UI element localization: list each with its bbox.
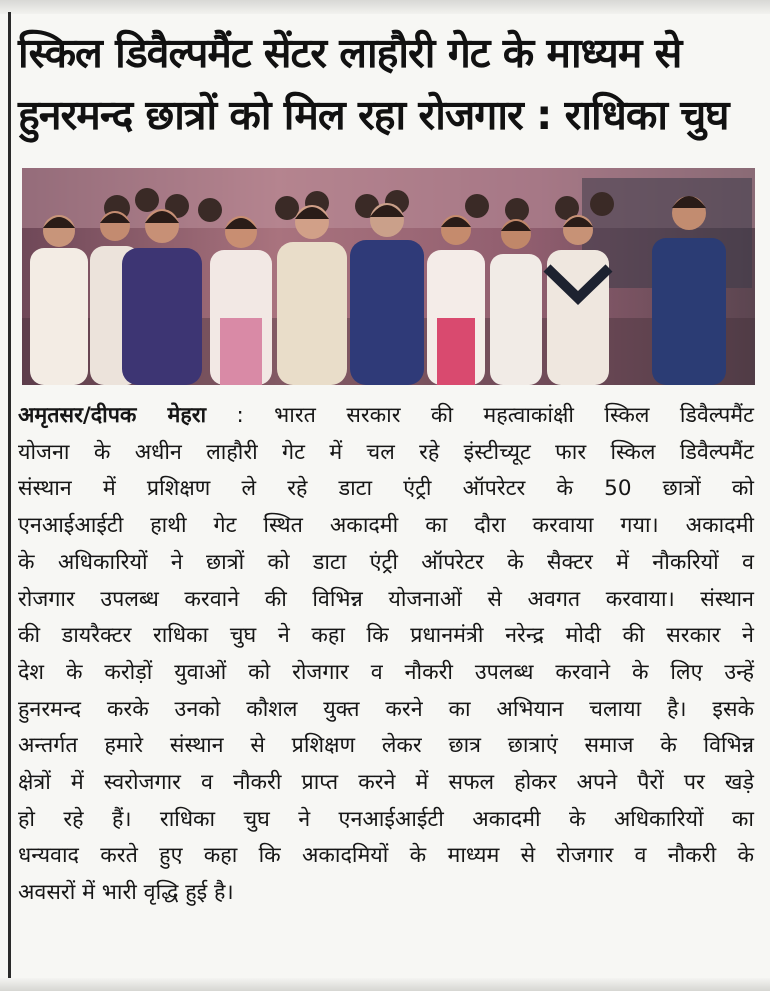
article-line: [18, 398, 754, 435]
article-line: अवसरों में भारी वृद्धि हुई है।: [18, 880, 234, 906]
article-body: [18, 398, 754, 912]
article-line: हो रहे हैं। राधिका चुघ ने एनआईआईटी अकादमी के अधिकारियों का: [18, 806, 754, 832]
torn-bottom-edge: [0, 978, 770, 991]
article-line: योजना के अधीन लाहौरी गेट में चल रहे इंस्टीच्यूट फार स्किल डिवैल्पमैंट: [18, 439, 754, 465]
article-line: एनआईआईटी हाथी गेट स्थित अकादमी का दौरा करवाया गया। अकादमी: [18, 513, 754, 539]
headline-line-1: स्किल डिवैल्पमैंट सेंटर लाहौरी गेट के माध्यम से: [18, 29, 682, 77]
headline-line-2: हुनरमन्द छात्रों को मिल रहा रोजगार : राधिका चुघ: [18, 91, 729, 139]
article-line: हुनरमन्द करके उनको कौशल युक्त करने का अभियान चलाया है। इसके: [18, 696, 754, 722]
article-line: अन्तर्गत हमारे संस्थान से प्रशिक्षण लेकर छात्र छात्राएं समाज के विभिन्न: [18, 733, 754, 759]
article-line: देश के करोड़ों युवाओं को रोजगार व नौकरी उपलब्ध करवाने के लिए उन्हें: [18, 659, 754, 685]
article-line: धन्यवाद करते हुए कहा कि अकादमियों के माध्यम से रोजगार व नौकरी के: [18, 843, 754, 869]
article-line: क्षेत्रों में स्वरोजगार व नौकरी प्राप्त करने में सफल होकर अपने पैरों पर खड़े: [18, 770, 754, 796]
group-photo: [22, 168, 755, 385]
article-line: की डायरैक्टर राधिका चुघ ने कहा कि प्रधानमंत्री नरेन्द्र मोदी की सरकार ने: [18, 623, 754, 649]
group-photo-illustration: [22, 168, 755, 385]
article-line: रोजगार उपलब्ध करवाने की विभिन्न योजनाओं से अवगत करवाया। संस्थान: [18, 586, 754, 612]
byline: अमृतसर/दीपक मेहरा: [18, 403, 207, 428]
torn-top-edge: [0, 0, 770, 14]
article-text: : भारत सरकार की महत्वाकांक्षी स्किल डिवैल्पमैंट: [206, 403, 754, 428]
article-line: संस्थान में प्रशिक्षण ले रहे डाटा एंट्री ऑपरेटर के 50 छात्रों को: [18, 476, 754, 502]
article-line: के अधिकारियों ने छात्रों को डाटा एंट्री ऑपरेटर के सैक्टर में नौकरियों व: [18, 549, 754, 575]
column-rule: [8, 12, 11, 982]
headline: [18, 22, 758, 146]
